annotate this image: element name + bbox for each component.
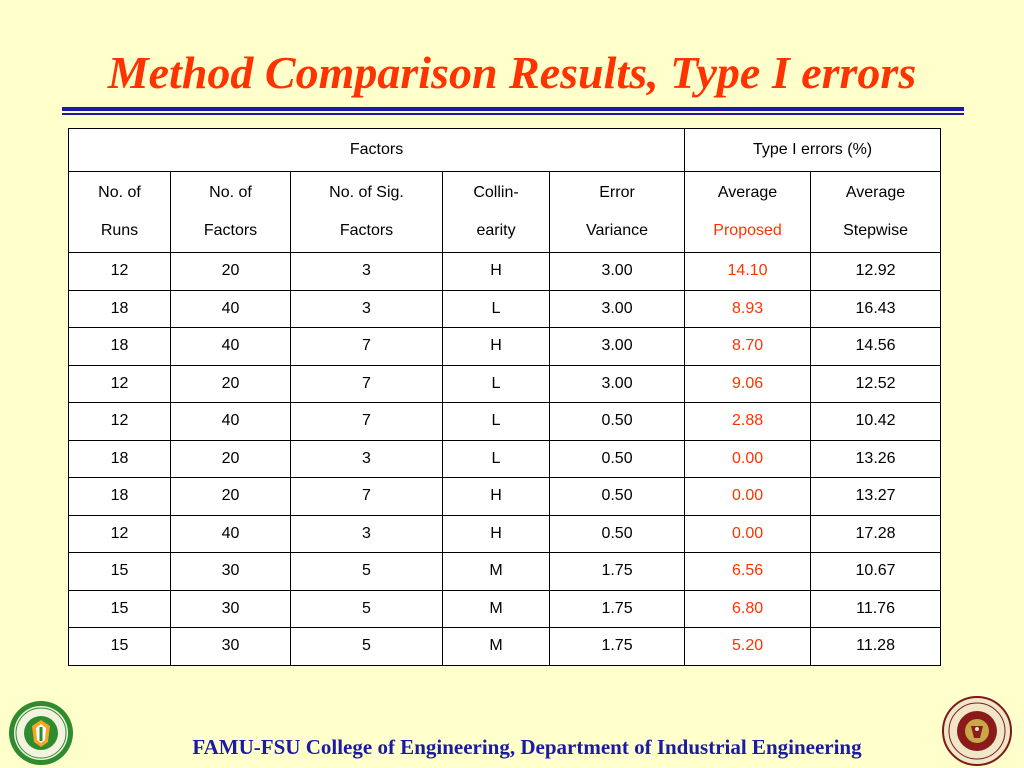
column-header-line1: No. of xyxy=(98,184,141,201)
column-header-line1: Average xyxy=(717,184,778,201)
table-cell: 30 xyxy=(171,590,291,628)
table-row xyxy=(69,328,941,366)
table-cell: 2.88 xyxy=(685,403,811,441)
table-cell: L xyxy=(443,290,550,328)
table-cell: 12.52 xyxy=(811,365,941,403)
table-row xyxy=(69,515,941,553)
table-cell: 11.76 xyxy=(811,590,941,628)
table-cell: 6.56 xyxy=(685,553,811,591)
table-cell: 3 xyxy=(291,440,443,478)
table-body xyxy=(69,253,941,666)
table-cell: 12.92 xyxy=(811,253,941,291)
table-cell: 3.00 xyxy=(550,253,685,291)
table-cell: 18 xyxy=(69,478,171,516)
table-cell: 3 xyxy=(291,290,443,328)
table-cell: H xyxy=(443,253,550,291)
table-cell: 40 xyxy=(171,328,291,366)
table-cell: 0.00 xyxy=(685,478,811,516)
table-cell: 30 xyxy=(171,553,291,591)
table-row xyxy=(69,440,941,478)
table-cell: 12 xyxy=(69,365,171,403)
table-cell: 16.43 xyxy=(811,290,941,328)
table-cell: H xyxy=(443,515,550,553)
table-cell: 15 xyxy=(69,628,171,666)
table-cell: 40 xyxy=(171,403,291,441)
column-header-line2: Factors xyxy=(339,222,394,239)
title-rule-thick xyxy=(62,107,964,111)
table-cell: 8.93 xyxy=(685,290,811,328)
table-cell: 20 xyxy=(171,365,291,403)
slide-title: Method Comparison Results, Type I errors xyxy=(107,47,917,98)
table-cell: 18 xyxy=(69,440,171,478)
table-cell: 0.50 xyxy=(550,403,685,441)
table-cell: L xyxy=(443,440,550,478)
column-header xyxy=(443,172,550,253)
table-cell: 17.28 xyxy=(811,515,941,553)
table-cell: 3.00 xyxy=(550,328,685,366)
table-cell: 0.00 xyxy=(685,440,811,478)
table-cell: 11.28 xyxy=(811,628,941,666)
column-header xyxy=(171,172,291,253)
column-header-line2: Stepwise xyxy=(843,222,909,239)
column-header-line1: No. of Sig. xyxy=(329,184,404,201)
table-row xyxy=(69,553,941,591)
table-cell: 0.50 xyxy=(550,440,685,478)
table-cell: 6.80 xyxy=(685,590,811,628)
table-row xyxy=(69,628,941,666)
column-header-line2: Runs xyxy=(100,222,139,239)
column-header-line1: No. of xyxy=(209,184,252,201)
table-cell: 9.06 xyxy=(685,365,811,403)
column-header-line1: Error xyxy=(599,184,635,201)
table-cell: 20 xyxy=(171,440,291,478)
table-cell: 14.10 xyxy=(685,253,811,291)
table-cell: 7 xyxy=(291,403,443,441)
column-header-line2: Factors xyxy=(203,222,258,239)
table-cell: 0.50 xyxy=(550,515,685,553)
column-header xyxy=(811,172,941,253)
table-cell: 5.20 xyxy=(685,628,811,666)
column-header xyxy=(550,172,685,253)
column-header-line1: Average xyxy=(845,184,906,201)
table-cell: 7 xyxy=(291,478,443,516)
table-cell: 5 xyxy=(291,628,443,666)
table-cell: 13.27 xyxy=(811,478,941,516)
table-cell: 1.75 xyxy=(550,553,685,591)
column-header-row xyxy=(69,172,941,253)
table-cell: 18 xyxy=(69,328,171,366)
column-header xyxy=(685,172,811,253)
table-cell: 3 xyxy=(291,515,443,553)
table-cell: 12 xyxy=(69,253,171,291)
column-header xyxy=(291,172,443,253)
table-cell: 1.75 xyxy=(550,590,685,628)
table-cell: 8.70 xyxy=(685,328,811,366)
table-cell: 40 xyxy=(171,515,291,553)
table-cell: 7 xyxy=(291,365,443,403)
table-cell: 20 xyxy=(171,478,291,516)
table-cell: 12 xyxy=(69,403,171,441)
column-header-line2: Variance xyxy=(586,222,648,239)
type1-errors-group-header: Type I errors (%) xyxy=(685,129,941,172)
table-cell: M xyxy=(443,628,550,666)
table-row xyxy=(69,290,941,328)
table-row xyxy=(69,403,941,441)
table-cell: 10.67 xyxy=(811,553,941,591)
table-cell: 3.00 xyxy=(550,365,685,403)
table-cell: 3.00 xyxy=(550,290,685,328)
table-cell: 12 xyxy=(69,515,171,553)
table-cell: 20 xyxy=(171,253,291,291)
table-cell: H xyxy=(443,478,550,516)
table-cell: 15 xyxy=(69,553,171,591)
table-cell: 5 xyxy=(291,590,443,628)
table-cell: L xyxy=(443,365,550,403)
table-cell: 7 xyxy=(291,328,443,366)
table-row xyxy=(69,590,941,628)
table-cell: M xyxy=(443,590,550,628)
table-cell: 15 xyxy=(69,590,171,628)
factors-group-header: Factors xyxy=(69,129,685,172)
results-table xyxy=(68,128,941,666)
table-cell: 10.42 xyxy=(811,403,941,441)
famu-seal-icon xyxy=(8,700,74,766)
table-cell: H xyxy=(443,328,550,366)
column-header-line2: earity xyxy=(476,222,516,239)
table-row xyxy=(69,478,941,516)
title-rule-thin xyxy=(62,113,964,115)
table-cell: 13.26 xyxy=(811,440,941,478)
table-cell: L xyxy=(443,403,550,441)
column-header xyxy=(69,172,171,253)
column-header-line1: Collin- xyxy=(473,184,519,201)
fsu-seal-icon xyxy=(942,696,1012,766)
table-cell: 18 xyxy=(69,290,171,328)
group-header-row xyxy=(69,129,941,172)
table-row xyxy=(69,253,941,291)
table-cell: 0.50 xyxy=(550,478,685,516)
column-header-line2: Proposed xyxy=(713,222,782,239)
table-cell: 0.00 xyxy=(685,515,811,553)
table-cell: 40 xyxy=(171,290,291,328)
table-cell: M xyxy=(443,553,550,591)
table-cell: 14.56 xyxy=(811,328,941,366)
table-cell: 3 xyxy=(291,253,443,291)
table-cell: 5 xyxy=(291,553,443,591)
table-cell: 30 xyxy=(171,628,291,666)
table-row xyxy=(69,365,941,403)
footer-text: FAMU-FSU College of Engineering, Department of Industrial Engineering xyxy=(192,735,862,759)
table-cell: 1.75 xyxy=(550,628,685,666)
